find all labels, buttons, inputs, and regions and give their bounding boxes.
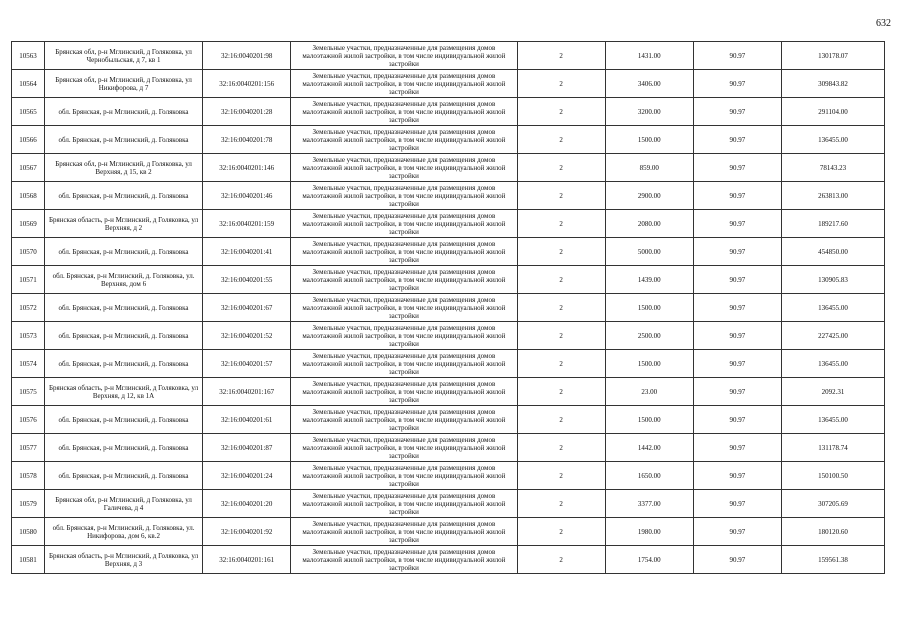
table-row: [12, 518, 885, 546]
land-use-description-cell: Земельные участки, предназначенные для размещения домов малоэтажной жилой застройки, в том числе индивидуальной жилой застройки: [291, 546, 517, 574]
row-number-cell: 10566: [12, 126, 45, 154]
table-row: [12, 126, 885, 154]
table-row: [12, 70, 885, 98]
group-code-cell: 2: [517, 378, 605, 406]
area-cell: 859.00: [605, 154, 693, 182]
cadastral-value-cell: 180120.60: [781, 518, 884, 546]
row-number-cell: 10581: [12, 546, 45, 574]
specific-value-cell: 90.97: [693, 70, 781, 98]
area-cell: 1431.00: [605, 42, 693, 70]
specific-value-cell: 90.97: [693, 406, 781, 434]
cadastral-number-cell: 32:16:0040201:20: [203, 490, 291, 518]
table-row: [12, 462, 885, 490]
group-code-cell: 2: [517, 70, 605, 98]
land-use-description-cell: Земельные участки, предназначенные для размещения домов малоэтажной жилой застройки, в том числе индивидуальной жилой застройки: [291, 350, 517, 378]
address-cell: обл. Брянская, р-н Мглинский, д. Голяковка: [44, 406, 202, 434]
area-cell: 1500.00: [605, 350, 693, 378]
address-cell: Брянская обл, р-н Мглинский, д Голяковка, ул Никифорова, д 7: [44, 70, 202, 98]
land-use-description-cell: Земельные участки, предназначенные для размещения домов малоэтажной жилой застройки, в том числе индивидуальной жилой застройки: [291, 154, 517, 182]
land-use-description-cell: Земельные участки, предназначенные для размещения домов малоэтажной жилой застройки, в том числе индивидуальной жилой застройки: [291, 378, 517, 406]
address-cell: Брянская область, р-н Мглинский, д Голяковка, ул Верхняя, д 2: [44, 210, 202, 238]
area-cell: 3377.00: [605, 490, 693, 518]
cadastral-value-cell: 291104.00: [781, 98, 884, 126]
row-number-cell: 10564: [12, 70, 45, 98]
area-cell: 1500.00: [605, 126, 693, 154]
specific-value-cell: 90.97: [693, 266, 781, 294]
cadastral-number-cell: 32:16:0040201:156: [203, 70, 291, 98]
address-cell: обл. Брянская, р-н Мглинский, д. Голяковка: [44, 126, 202, 154]
table-row: [12, 294, 885, 322]
group-code-cell: 2: [517, 322, 605, 350]
cadastral-value-cell: 136455.00: [781, 406, 884, 434]
group-code-cell: 2: [517, 350, 605, 378]
table-row: [12, 210, 885, 238]
cadastral-value-cell: 309843.82: [781, 70, 884, 98]
cadastral-value-cell: 227425.00: [781, 322, 884, 350]
specific-value-cell: 90.97: [693, 378, 781, 406]
row-number-cell: 10578: [12, 462, 45, 490]
specific-value-cell: 90.97: [693, 154, 781, 182]
area-cell: 3406.00: [605, 70, 693, 98]
cadastral-number-cell: 32:16:0040201:167: [203, 378, 291, 406]
group-code-cell: 2: [517, 210, 605, 238]
cadastral-value-cell: 150100.50: [781, 462, 884, 490]
specific-value-cell: 90.97: [693, 294, 781, 322]
table-row: [12, 266, 885, 294]
cadastral-value-table: [11, 41, 885, 574]
row-number-cell: 10565: [12, 98, 45, 126]
land-use-description-cell: Земельные участки, предназначенные для размещения домов малоэтажной жилой застройки, в том числе индивидуальной жилой застройки: [291, 98, 517, 126]
row-number-cell: 10573: [12, 322, 45, 350]
cadastral-number-cell: 32:16:0040201:57: [203, 350, 291, 378]
specific-value-cell: 90.97: [693, 462, 781, 490]
specific-value-cell: 90.97: [693, 546, 781, 574]
cadastral-number-cell: 32:16:0040201:52: [203, 322, 291, 350]
address-cell: обл. Брянская, р-н Мглинский, д. Голяковка: [44, 294, 202, 322]
cadastral-number-cell: 32:16:0040201:28: [203, 98, 291, 126]
group-code-cell: 2: [517, 154, 605, 182]
table-row: [12, 322, 885, 350]
row-number-cell: 10572: [12, 294, 45, 322]
area-cell: 3200.00: [605, 98, 693, 126]
cadastral-number-cell: 32:16:0040201:92: [203, 518, 291, 546]
area-cell: 1650.00: [605, 462, 693, 490]
row-number-cell: 10563: [12, 42, 45, 70]
specific-value-cell: 90.97: [693, 182, 781, 210]
area-cell: 2080.00: [605, 210, 693, 238]
area-cell: 1442.00: [605, 434, 693, 462]
row-number-cell: 10577: [12, 434, 45, 462]
address-cell: обл. Брянская, р-н Мглинский, д. Голяковка: [44, 462, 202, 490]
area-cell: 1439.00: [605, 266, 693, 294]
table-row: [12, 434, 885, 462]
group-code-cell: 2: [517, 294, 605, 322]
group-code-cell: 2: [517, 42, 605, 70]
specific-value-cell: 90.97: [693, 350, 781, 378]
area-cell: 1754.00: [605, 546, 693, 574]
group-code-cell: 2: [517, 406, 605, 434]
land-use-description-cell: Земельные участки, предназначенные для размещения домов малоэтажной жилой застройки, в том числе индивидуальной жилой застройки: [291, 434, 517, 462]
row-number-cell: 10569: [12, 210, 45, 238]
land-use-description-cell: Земельные участки, предназначенные для размещения домов малоэтажной жилой застройки, в том числе индивидуальной жилой застройки: [291, 406, 517, 434]
group-code-cell: 2: [517, 546, 605, 574]
cadastral-value-cell: 136455.00: [781, 126, 884, 154]
cadastral-number-cell: 32:16:0040201:146: [203, 154, 291, 182]
group-code-cell: 2: [517, 182, 605, 210]
area-cell: 2900.00: [605, 182, 693, 210]
address-cell: Брянская обл, р-н Мглинский, д Голяковка, ул Галичева, д 4: [44, 490, 202, 518]
area-cell: 23.00: [605, 378, 693, 406]
address-cell: Брянская обл, р-н Мглинский, д Голяковка, ул Чернобыльская, д 7, кв 1: [44, 42, 202, 70]
cadastral-number-cell: 32:16:0040201:46: [203, 182, 291, 210]
table-row: [12, 490, 885, 518]
row-number-cell: 10579: [12, 490, 45, 518]
cadastral-value-cell: 263813.00: [781, 182, 884, 210]
table-row: [12, 406, 885, 434]
specific-value-cell: 90.97: [693, 434, 781, 462]
land-use-description-cell: Земельные участки, предназначенные для размещения домов малоэтажной жилой застройки, в том числе индивидуальной жилой застройки: [291, 266, 517, 294]
table-row: [12, 546, 885, 574]
page-number: 632: [876, 18, 891, 29]
row-number-cell: 10574: [12, 350, 45, 378]
group-code-cell: 2: [517, 266, 605, 294]
row-number-cell: 10567: [12, 154, 45, 182]
specific-value-cell: 90.97: [693, 518, 781, 546]
address-cell: обл. Брянская, р-н Мглинский, д. Голяковка: [44, 434, 202, 462]
address-cell: обл. Брянская, р-н Мглинский, д. Голяковка, ул. Верхняя, дом 6: [44, 266, 202, 294]
area-cell: 1500.00: [605, 294, 693, 322]
address-cell: Брянская обл, р-н Мглинский, д Голяковка, ул Верхняя, д 15, кв 2: [44, 154, 202, 182]
table-row: [12, 98, 885, 126]
group-code-cell: 2: [517, 126, 605, 154]
cadastral-number-cell: 32:16:0040201:87: [203, 434, 291, 462]
table-row: [12, 350, 885, 378]
row-number-cell: 10575: [12, 378, 45, 406]
cadastral-number-cell: 32:16:0040201:161: [203, 546, 291, 574]
specific-value-cell: 90.97: [693, 322, 781, 350]
cadastral-number-cell: 32:16:0040201:61: [203, 406, 291, 434]
land-use-description-cell: Земельные участки, предназначенные для размещения домов малоэтажной жилой застройки, в том числе индивидуальной жилой застройки: [291, 462, 517, 490]
group-code-cell: 2: [517, 462, 605, 490]
table-row: [12, 182, 885, 210]
cadastral-value-cell: 136455.00: [781, 350, 884, 378]
cadastral-number-cell: 32:16:0040201:67: [203, 294, 291, 322]
land-use-description-cell: Земельные участки, предназначенные для размещения домов малоэтажной жилой застройки, в том числе индивидуальной жилой застройки: [291, 322, 517, 350]
address-cell: обл. Брянская, р-н Мглинский, д. Голяковка: [44, 98, 202, 126]
cadastral-number-cell: 32:16:0040201:78: [203, 126, 291, 154]
specific-value-cell: 90.97: [693, 490, 781, 518]
table-row: [12, 378, 885, 406]
table-row: [12, 154, 885, 182]
land-use-description-cell: Земельные участки, предназначенные для размещения домов малоэтажной жилой застройки, в том числе индивидуальной жилой застройки: [291, 70, 517, 98]
land-use-description-cell: Земельные участки, предназначенные для размещения домов малоэтажной жилой застройки, в том числе индивидуальной жилой застройки: [291, 126, 517, 154]
area-cell: 5000.00: [605, 238, 693, 266]
address-cell: обл. Брянская, р-н Мглинский, д. Голяковка: [44, 350, 202, 378]
area-cell: 2500.00: [605, 322, 693, 350]
group-code-cell: 2: [517, 434, 605, 462]
address-cell: обл. Брянская, р-н Мглинский, д. Голяковка: [44, 182, 202, 210]
cadastral-value-cell: 131178.74: [781, 434, 884, 462]
row-number-cell: 10580: [12, 518, 45, 546]
cadastral-value-cell: 130178.07: [781, 42, 884, 70]
row-number-cell: 10570: [12, 238, 45, 266]
land-use-description-cell: Земельные участки, предназначенные для размещения домов малоэтажной жилой застройки, в том числе индивидуальной жилой застройки: [291, 182, 517, 210]
table-row: [12, 42, 885, 70]
land-use-description-cell: Земельные участки, предназначенные для размещения домов малоэтажной жилой застройки, в том числе индивидуальной жилой застройки: [291, 490, 517, 518]
cadastral-value-cell: 307205.69: [781, 490, 884, 518]
specific-value-cell: 90.97: [693, 238, 781, 266]
row-number-cell: 10568: [12, 182, 45, 210]
land-use-description-cell: Земельные участки, предназначенные для размещения домов малоэтажной жилой застройки, в том числе индивидуальной жилой застройки: [291, 238, 517, 266]
cadastral-number-cell: 32:16:0040201:98: [203, 42, 291, 70]
land-use-description-cell: Земельные участки, предназначенные для размещения домов малоэтажной жилой застройки, в том числе индивидуальной жилой застройки: [291, 210, 517, 238]
cadastral-number-cell: 32:16:0040201:24: [203, 462, 291, 490]
cadastral-number-cell: 32:16:0040201:41: [203, 238, 291, 266]
cadastral-value-cell: 136455.00: [781, 294, 884, 322]
cadastral-value-cell: 130905.83: [781, 266, 884, 294]
land-use-description-cell: Земельные участки, предназначенные для размещения домов малоэтажной жилой застройки, в том числе индивидуальной жилой застройки: [291, 518, 517, 546]
address-cell: обл. Брянская, р-н Мглинский, д. Голяковка: [44, 322, 202, 350]
area-cell: 1980.00: [605, 518, 693, 546]
cadastral-number-cell: 32:16:0040201:159: [203, 210, 291, 238]
row-number-cell: 10576: [12, 406, 45, 434]
table-body: [12, 42, 885, 574]
address-cell: обл. Брянская, р-н Мглинский, д. Голяковка, ул. Никифорова, дом 6, кв.2: [44, 518, 202, 546]
land-use-description-cell: Земельные участки, предназначенные для размещения домов малоэтажной жилой застройки, в том числе индивидуальной жилой застройки: [291, 42, 517, 70]
specific-value-cell: 90.97: [693, 42, 781, 70]
specific-value-cell: 90.97: [693, 98, 781, 126]
address-cell: Брянская область, р-н Мглинский, д Голяковка, ул Верхняя, д 3: [44, 546, 202, 574]
area-cell: 1500.00: [605, 406, 693, 434]
cadastral-value-cell: 454850.00: [781, 238, 884, 266]
cadastral-value-cell: 159561.38: [781, 546, 884, 574]
cadastral-value-cell: 2092.31: [781, 378, 884, 406]
cadastral-value-cell: 189217.60: [781, 210, 884, 238]
table-row: [12, 238, 885, 266]
group-code-cell: 2: [517, 490, 605, 518]
specific-value-cell: 90.97: [693, 210, 781, 238]
cadastral-number-cell: 32:16:0040201:55: [203, 266, 291, 294]
address-cell: обл. Брянская, р-н Мглинский, д. Голяковка: [44, 238, 202, 266]
group-code-cell: 2: [517, 518, 605, 546]
specific-value-cell: 90.97: [693, 126, 781, 154]
group-code-cell: 2: [517, 98, 605, 126]
land-use-description-cell: Земельные участки, предназначенные для размещения домов малоэтажной жилой застройки, в том числе индивидуальной жилой застройки: [291, 294, 517, 322]
address-cell: Брянская область, р-н Мглинский, д Голяковка, ул Верхняя, д 12, кв 1А: [44, 378, 202, 406]
cadastral-value-cell: 78143.23: [781, 154, 884, 182]
row-number-cell: 10571: [12, 266, 45, 294]
group-code-cell: 2: [517, 238, 605, 266]
